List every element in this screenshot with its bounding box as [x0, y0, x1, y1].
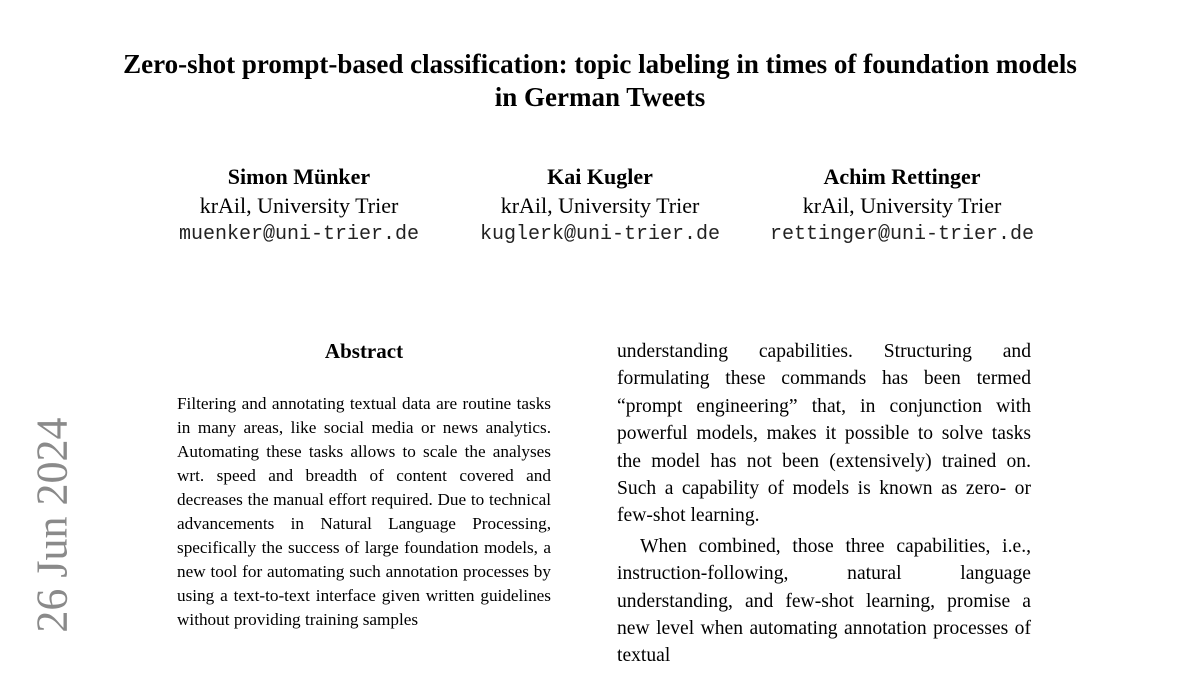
body-paragraph: understanding capabilities. Structuring and formulating these commands has been termed “prompt engineering” that, in conjunction with powerful models, makes it possible to solve tasks the model has not been (extensively) trained on. Such a capability of models is known as zero- or few-shot learning. [617, 341, 1031, 527]
author-affiliation: krAil, University Trier [500, 193, 700, 218]
author-email: kuglerk@uni-trier.de [479, 223, 721, 246]
author-email: rettinger@uni-trier.de [769, 223, 1035, 246]
author-name: Simon Münker [227, 164, 371, 189]
author-block [450, 163, 750, 250]
paper-title: Zero-shot prompt-based classification: topic labeling in times of foundation models in German Tweets [123, 49, 1077, 112]
author-name: Achim Rettinger [823, 164, 981, 189]
author-block [752, 163, 1052, 250]
author-block [149, 163, 449, 250]
author-affiliation: krAil, University Trier [199, 193, 399, 218]
arxiv-date-stamp: 26 Jun 2024 [27, 417, 77, 633]
body-paragraph: When combined, those three capabilities, i.e., instruction-following, natural language understanding, and few-shot learning, promise a new level when automating annotation processes of textual [617, 535, 1031, 667]
abstract-heading: Abstract [324, 339, 404, 363]
author-affiliation: krAil, University Trier [802, 193, 1002, 218]
abstract-text: Filtering and annotating textual data are routine tasks in many areas, like social media or news analytics. Automating these tasks allows to scale the analyses wrt. speed and breadth of content covered and decreases the manual effort required. Due to technical advancements in Natural Language Processing, specifically the success of large foundation models, a new tool for automating such annotation processes by using a text-to-text interface given written guidelines without providing training samples [177, 394, 551, 629]
body-column-right [617, 338, 1031, 673]
author-email: muenker@uni-trier.de [178, 223, 420, 246]
author-name: Kai Kugler [547, 164, 653, 189]
